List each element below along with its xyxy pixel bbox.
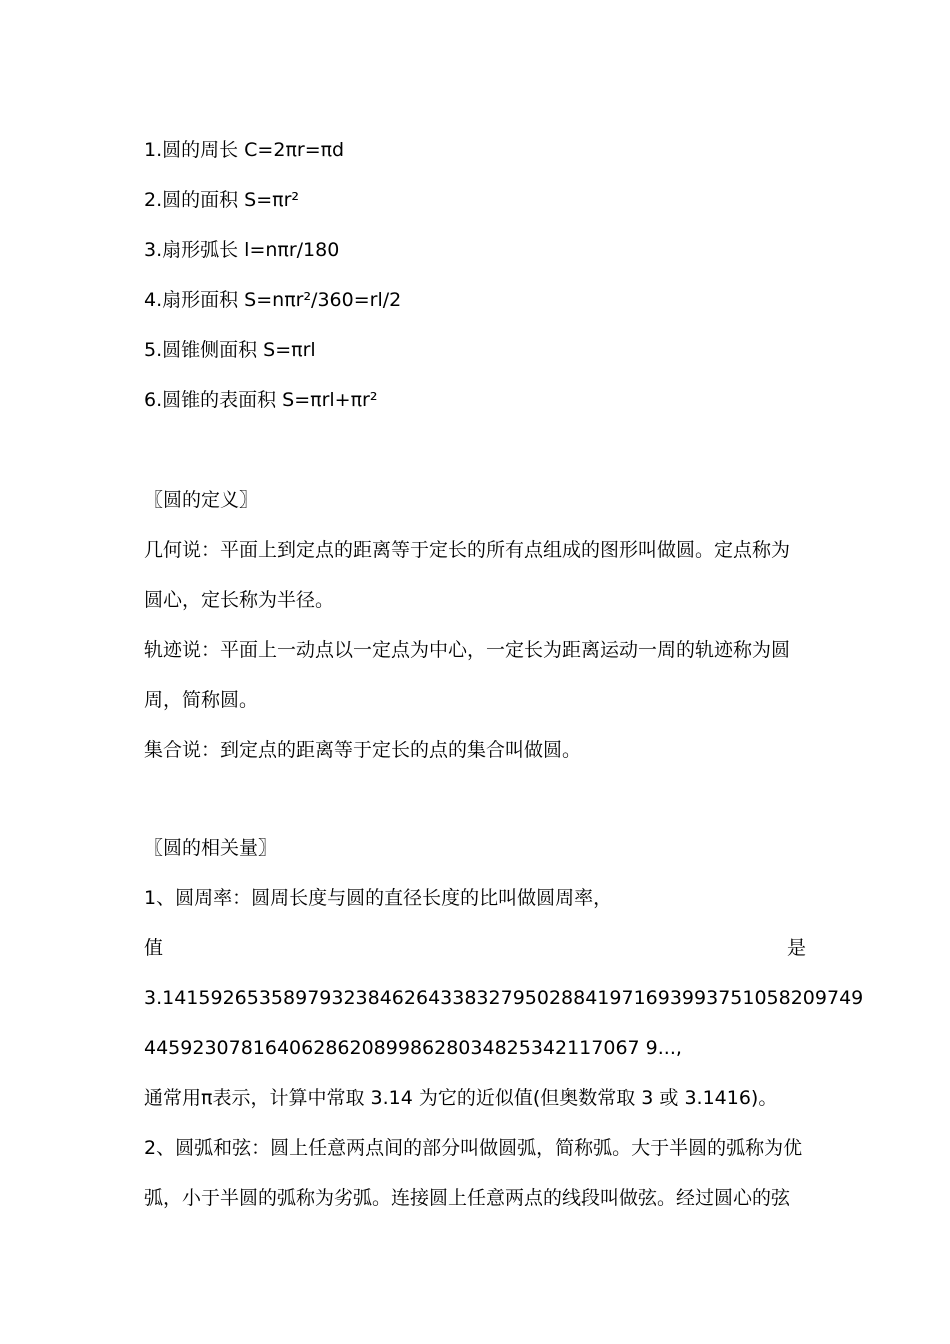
pi-value-right-text: 是 xyxy=(786,937,806,959)
formula-cone-surface-area: 6.圆锥的表面积 S=πrl+πr² xyxy=(144,389,378,411)
pi-definition-line: 1、圆周率：圆周长度与圆的直径长度的比叫做圆周率， xyxy=(144,887,613,909)
formula-circumference: 1.圆的周长 C=2πr=πd xyxy=(144,139,345,161)
definition-locus-line2: 周，简称圆。 xyxy=(144,689,259,711)
formula-arc-length: 3.扇形弧长 l=nπr/180 xyxy=(144,239,340,261)
definition-locus-line1: 轨迹说：平面上一动点以一定点为中心，一定长为距离运动一周的轨迹称为圆 xyxy=(144,639,791,661)
pi-digits-line1: 3.1415926535897932384626433832795028841971693993751058209749 xyxy=(144,987,864,1009)
definition-geometric-line1: 几何说：平面上到定点的距离等于定长的所有点组成的图形叫做圆。定点称为 xyxy=(144,539,791,561)
quantities-heading: 〖圆的相关量〗 xyxy=(144,837,278,859)
pi-value-left-text: 值 xyxy=(144,937,164,959)
pi-digits-line2: 44592307816406286208998628034825342117067 9..., xyxy=(144,1037,682,1059)
definition-heading: 〖圆的定义〗 xyxy=(144,489,259,511)
arc-chord-line1: 2、圆弧和弦：圆上任意两点间的部分叫做圆弧，简称弧。大于半圆的弧称为优 xyxy=(144,1137,803,1159)
pi-usage-line: 通常用π表示，计算中常取 3.14 为它的近似值(但奥数常取 3 或 3.1416)。 xyxy=(144,1087,778,1109)
pi-value-line xyxy=(144,935,806,961)
formula-sector-area: 4.扇形面积 S=nπr²/360=rl/2 xyxy=(144,289,402,311)
arc-chord-line2: 弧，小于半圆的弧称为劣弧。连接圆上任意两点的线段叫做弦。经过圆心的弦 xyxy=(144,1187,791,1209)
formula-cone-lateral-area: 5.圆锥侧面积 S=πrl xyxy=(144,339,316,361)
definition-set: 集合说：到定点的距离等于定长的点的集合叫做圆。 xyxy=(144,739,582,761)
formula-circle-area: 2.圆的面积 S=πr² xyxy=(144,189,300,211)
definition-geometric-line2: 圆心，定长称为半径。 xyxy=(144,589,335,611)
